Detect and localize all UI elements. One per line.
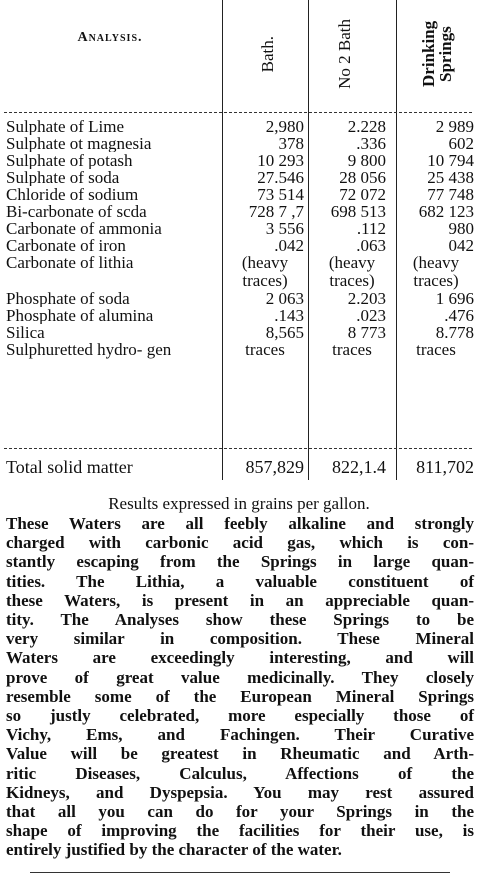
paragraph-line: so justly celebrated, more especially those of: [6, 706, 474, 726]
value-cell: 1 696: [435, 289, 474, 308]
value-cell: 2,980: [265, 117, 304, 136]
total-value-no2-bath: 822,1.4: [332, 457, 386, 477]
total-value-bath: 857,829: [245, 457, 304, 477]
total-row: [0, 456, 478, 478]
constituent-name: Carbonate of iron: [6, 237, 126, 254]
constituent-name: Chloride of sodium: [6, 186, 139, 203]
paragraph-line: Waters are exceedingly interesting, and will: [6, 648, 474, 668]
value-cell: 682 123: [418, 202, 474, 221]
value-cell: 2 989: [435, 117, 474, 136]
paragraph-line: Value will be greatest in Rheumatic and Arth-: [6, 744, 474, 764]
description-paragraph: [6, 514, 474, 860]
value-cell: 2 063: [265, 289, 304, 308]
value-cell: 2.203: [347, 289, 386, 308]
value-cell: .336: [356, 134, 386, 153]
total-label: Total solid matter: [6, 457, 133, 477]
paragraph-line: Vichy, Ems, and Fachingen. Their Curative: [6, 725, 474, 745]
paragraph-line: entirely justified by the character of the water.: [6, 840, 342, 860]
value-cell: 73 514: [257, 185, 304, 204]
value-cell: 9 800: [347, 151, 386, 170]
paragraph-line: stantly escaping from the Springs in large quan-: [6, 552, 474, 572]
value-cell: (heavy traces): [412, 253, 460, 290]
paragraph-line: resemble some of the European Mineral Springs: [6, 686, 474, 706]
column-header-no2-bath: No 2 Bath: [335, 19, 354, 89]
table-row: [0, 169, 478, 186]
constituent-name: Silica: [6, 324, 45, 341]
constituent-name: Sulphate of Lime: [6, 118, 125, 135]
value-cell: 25 438: [427, 168, 474, 187]
value-cell: .112: [356, 219, 386, 238]
table-row: [0, 118, 478, 135]
value-cell: .063: [356, 236, 386, 255]
value-cell: 28 056: [339, 168, 386, 187]
value-cell: 2.228: [347, 117, 386, 136]
table-row: [0, 324, 478, 341]
value-cell: traces: [416, 340, 456, 359]
constituent-name: Sulphate of potash: [6, 152, 133, 169]
paragraph-line: tity. The Analyses show these Springs to be: [6, 610, 474, 630]
header-rule: [4, 112, 472, 113]
analysis-heading: Analysis.: [77, 30, 143, 45]
value-cell: 980: [448, 219, 474, 238]
constituent-name: Sulphate ot magnesia: [6, 135, 152, 152]
value-cell: traces: [332, 340, 372, 359]
table-row: [0, 220, 478, 237]
paragraph-line: prove of great value medicinally. They closely: [6, 667, 474, 687]
analysis-table-body: [0, 118, 478, 377]
value-cell: 378: [278, 134, 304, 153]
constituent-name: Sulphate of soda: [6, 169, 120, 186]
value-cell: 8 773: [347, 323, 386, 342]
table-row: [0, 135, 478, 152]
value-cell: 10 794: [427, 151, 474, 170]
value-cell: 698 513: [330, 202, 386, 221]
value-cell: 8.778: [435, 323, 474, 342]
constituent-name: Phosphate of alumina: [6, 307, 154, 324]
paragraph-line: tities. The Lithia, a valuable constituent of: [6, 571, 474, 591]
value-cell: .143: [274, 306, 304, 325]
total-value-drinking-springs: 811,702: [416, 457, 474, 477]
paragraph-line: ritic Diseases, Calculus, Affections of the: [6, 763, 474, 783]
constituent-name: Phosphate of soda: [6, 290, 130, 307]
value-cell: 728 7 ,7: [248, 202, 304, 221]
value-cell: .476: [444, 306, 474, 325]
column-header-bath: Bath.: [257, 35, 277, 73]
value-cell: 10 293: [257, 151, 304, 170]
total-rule: [4, 448, 472, 449]
value-cell: 8,565: [265, 323, 304, 342]
paragraph-line: shape of improving the facilities for their use, is: [6, 821, 474, 841]
paragraph-line: these Waters, is present in an appreciable quan-: [6, 590, 474, 610]
table-row: [0, 203, 478, 220]
value-cell: .042: [274, 236, 304, 255]
table-header: [0, 0, 478, 112]
table-row: [0, 186, 478, 203]
table-row: [0, 254, 478, 290]
constituent-name: Carbonate of lithia: [6, 254, 134, 272]
table-row: [0, 307, 478, 324]
value-cell: 72 072: [339, 185, 386, 204]
value-cell: 3 556: [265, 219, 304, 238]
paragraph-line: charged with carbonic acid gas, which is con-: [6, 533, 474, 553]
paragraph-line: Kidneys, and Dyspepsia. You may rest assured: [6, 782, 474, 802]
constituent-name: Bi-carbonate of scda: [6, 203, 147, 220]
value-cell: 77 748: [427, 185, 474, 204]
value-cell: 602: [448, 134, 474, 153]
table-row: [0, 341, 478, 377]
constituent-name: Sulphuretted hydro- gen: [6, 341, 172, 359]
constituent-name: Carbonate of ammonia: [6, 220, 162, 237]
bottom-rule: [30, 872, 450, 873]
value-cell: traces: [245, 340, 285, 359]
paragraph-line: These Waters are all feebly alkaline and strongly: [6, 514, 474, 533]
value-cell: (heavy traces): [241, 253, 289, 290]
value-cell: .023: [356, 306, 386, 325]
table-row: [0, 152, 478, 169]
paragraph-line: very similar in composition. These Mineral: [6, 629, 474, 649]
results-caption: Results expressed in grains per gallon.: [108, 494, 370, 513]
column-header-drinking-springs: Drinking Springs: [419, 20, 455, 88]
value-cell: 042: [448, 236, 474, 255]
table-row: [0, 237, 478, 254]
value-cell: 27.546: [257, 168, 304, 187]
paragraph-line: that all you can do for your Springs in the: [6, 802, 474, 822]
table-row: [0, 290, 478, 307]
value-cell: (heavy traces): [328, 253, 376, 290]
